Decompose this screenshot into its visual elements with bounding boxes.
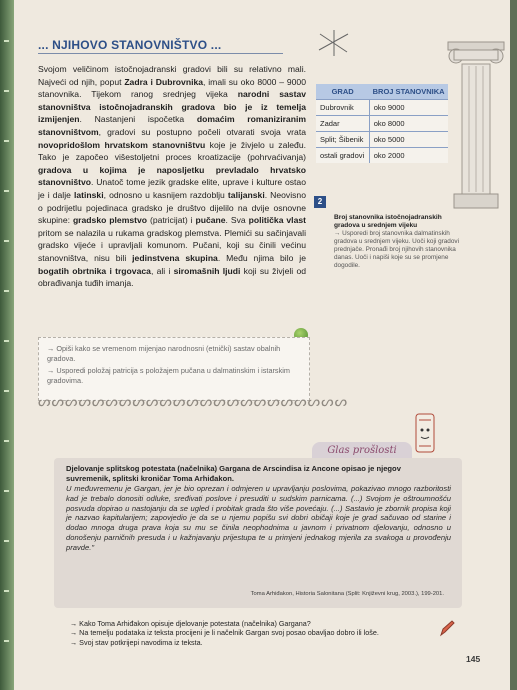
table-header-city: GRAD [316, 84, 369, 100]
spiral-binding-decoration: ᔕᔕᔕᔕᔕᔕᔕᔕᔕᔕᔕᔕᔕᔕᔕᔕᔕᔕᔕᔕᔕᔕᔕ [38, 393, 349, 409]
quote-source: Toma Arhiđakon, Historia Salonitana (Split: Književni krug, 2003.), 199-201. [250, 591, 444, 597]
glas-proslosti-label: Glas prošlosti [312, 442, 412, 460]
text-run: , odnosno u kasnijem razdoblju [103, 189, 228, 200]
page-number: 145 [466, 654, 481, 664]
text-run: , gradovi su postupno počeli otvarati svoja vrata [98, 126, 306, 137]
table-cell: oko 9000 [369, 100, 448, 116]
bold-text: gradsko plemstvo [72, 215, 148, 226]
bold-text: politička vlast [248, 215, 306, 226]
text-run: . Unatoč tome jezik gradske elite, uprave i kulture ostao je i dalje [38, 177, 306, 200]
caption-text: → Usporedi broj stanovnika dalmatinskih gradova u srednjem vijeku. Uoči koji gradovi prednjače. Pronađi broj njihovih stanovnika danas. Uoči i napiši koje su se promjene dogodile. [334, 230, 460, 269]
table-cell: ostali gradovi [316, 148, 369, 164]
quote-task: → Na temelju podataka iz teksta procijeni je li načelnik Gargan svoj posao obavljao dobro ili loše. [70, 628, 379, 638]
bold-text: bogatih obrtnika i trgovaca [38, 265, 151, 276]
star-doodle-icon [314, 28, 354, 58]
column-illustration-icon [446, 38, 506, 213]
quote-task: → Kako Toma Arhiđakon opisuje djelovanje potestata (načelnika) Gargana? [70, 619, 311, 628]
table-row [316, 148, 448, 164]
bold-text: Zadra i Dubrovnika [124, 76, 204, 87]
task-item: → Opiši kako se vremenom mijenjao narodnosni (etnički) sastav obalnih gradova. [47, 344, 281, 363]
text-run: koje je živjelo u zaleđu. Tako je započeo višestoljetni proces kroatizacije (pohrvaćivanja) [38, 139, 307, 163]
table-cell: oko 5000 [369, 132, 448, 148]
quote-task: → Svoj stav potkrijepi navodima iz teksta. [70, 637, 203, 647]
table-row [316, 116, 448, 132]
book-spine [0, 0, 14, 690]
table-header-population: BROJ STANOVNIKA [369, 84, 448, 100]
text-run: , ali i [150, 265, 174, 276]
population-table [316, 84, 448, 163]
text-run: Svojom veličinom istočnojadranski gradovi bili su relativno mali. Najveći od njih, poput [38, 64, 306, 87]
caption-title: Broj stanovnika istočnojadranskih gradova u srednjem vijeku [334, 214, 442, 229]
pencil-icon [439, 619, 455, 637]
table-caption [334, 214, 464, 270]
text-run: . Sva [225, 215, 249, 226]
quote-intro: Djelovanje splitskog potestata (načelnika) Gargana de Arscindisa iz Ancone opisao je njegov suvremenik, splitski kroničar Toma Arhiđakon. [66, 464, 401, 483]
main-text [38, 63, 306, 290]
bold-text: narodni sastav stanovništva istočnojadranskih gradova bio je iz temelja izmijenjen [38, 89, 307, 125]
text-run: (patricijat) i [147, 215, 196, 226]
table-cell: Split; Šibenik [316, 132, 369, 148]
bold-text: jedinstvena skupina [132, 252, 218, 263]
table-cell: Dubrovnik [316, 100, 369, 116]
text-run: , imali su oko 8000 – 9000 stanovnika. Tijekom ranog srednjeg vijeka [38, 76, 306, 100]
text-run: koji su živjeli od obrađivanja tuđih imanja. [38, 265, 306, 289]
bold-text: novopridošlom hrvatskom stanovništvu [38, 139, 206, 150]
bold-text: latinski [73, 189, 104, 200]
table-cell: Zadar [316, 116, 369, 132]
quote-task-list [70, 619, 450, 647]
task-box [38, 337, 310, 401]
quote-text: U međuvremenu je Gargan, jer je bio oprezan i odmjeren u upravljanju poslovima, pokazivao mnogo razboritosti kad je trebalo donositi odluke, sređivati poslove i presuditi u sudskim parnicama. (...) Svojom je oštroumnošću posvuda dopirao u nastojanju da se ugled i probitak grada što više povećaju. (...) Sastavio je zbornik propisa koji je nazvao kapitularijem; zapovjedio je da se u njemu popišu svi dobri običaji koje je grad sačuvao od starine i dodao mnoga druga prava koja su mu se činila neophodnima u javnom i privatnom djelovanju, odnosno u donošenju parničnih presuda i u kažnjavanju prijestupa te u primjeni jednakog mjerila za svakoga u provođenju pravde." [66, 484, 451, 552]
title-underline [38, 53, 283, 54]
scroll-character-icon [410, 410, 440, 458]
textbook-page [14, 0, 510, 690]
text-run: . Nastanjeni ispočetka [79, 114, 197, 125]
bold-text: talijanski [227, 189, 265, 200]
figure-number: 2 [314, 196, 326, 208]
bold-text: domaćim romaniziranim stanovništvom [38, 114, 306, 137]
bold-text: siromašnih ljudi [173, 265, 241, 276]
table-row [316, 132, 448, 148]
bold-text: pučane [195, 215, 226, 226]
bold-text: gradova u kojima je naposljetku prevladalo hrvatsko stanovništvo [38, 164, 306, 188]
task-item: → Usporedi položaj patricija s položajem pučana u dalmatinskim i istarskim gradovima. [47, 366, 290, 385]
paragraph [38, 63, 306, 290]
table-cell: oko 8000 [369, 116, 448, 132]
table-cell: oko 2000 [369, 148, 448, 164]
text-run: . Neovisno o podrijetlu pojedinaca gradsko je društvo dijelilo na dvije osnovne skupine: [38, 189, 306, 226]
table-row [316, 100, 448, 116]
section-title: ... NJIHOVO STANOVNIŠTVO ... [38, 38, 222, 52]
text-run: pritom se nalazila u rukama gradskog plemstva. Plemići su sačinjavali gradsko vijeće i upravljali komunom. Pučani, koji su činili većinu stanovništva, nisu bili [38, 227, 306, 263]
text-run: . Među njima bilo je [217, 252, 306, 263]
